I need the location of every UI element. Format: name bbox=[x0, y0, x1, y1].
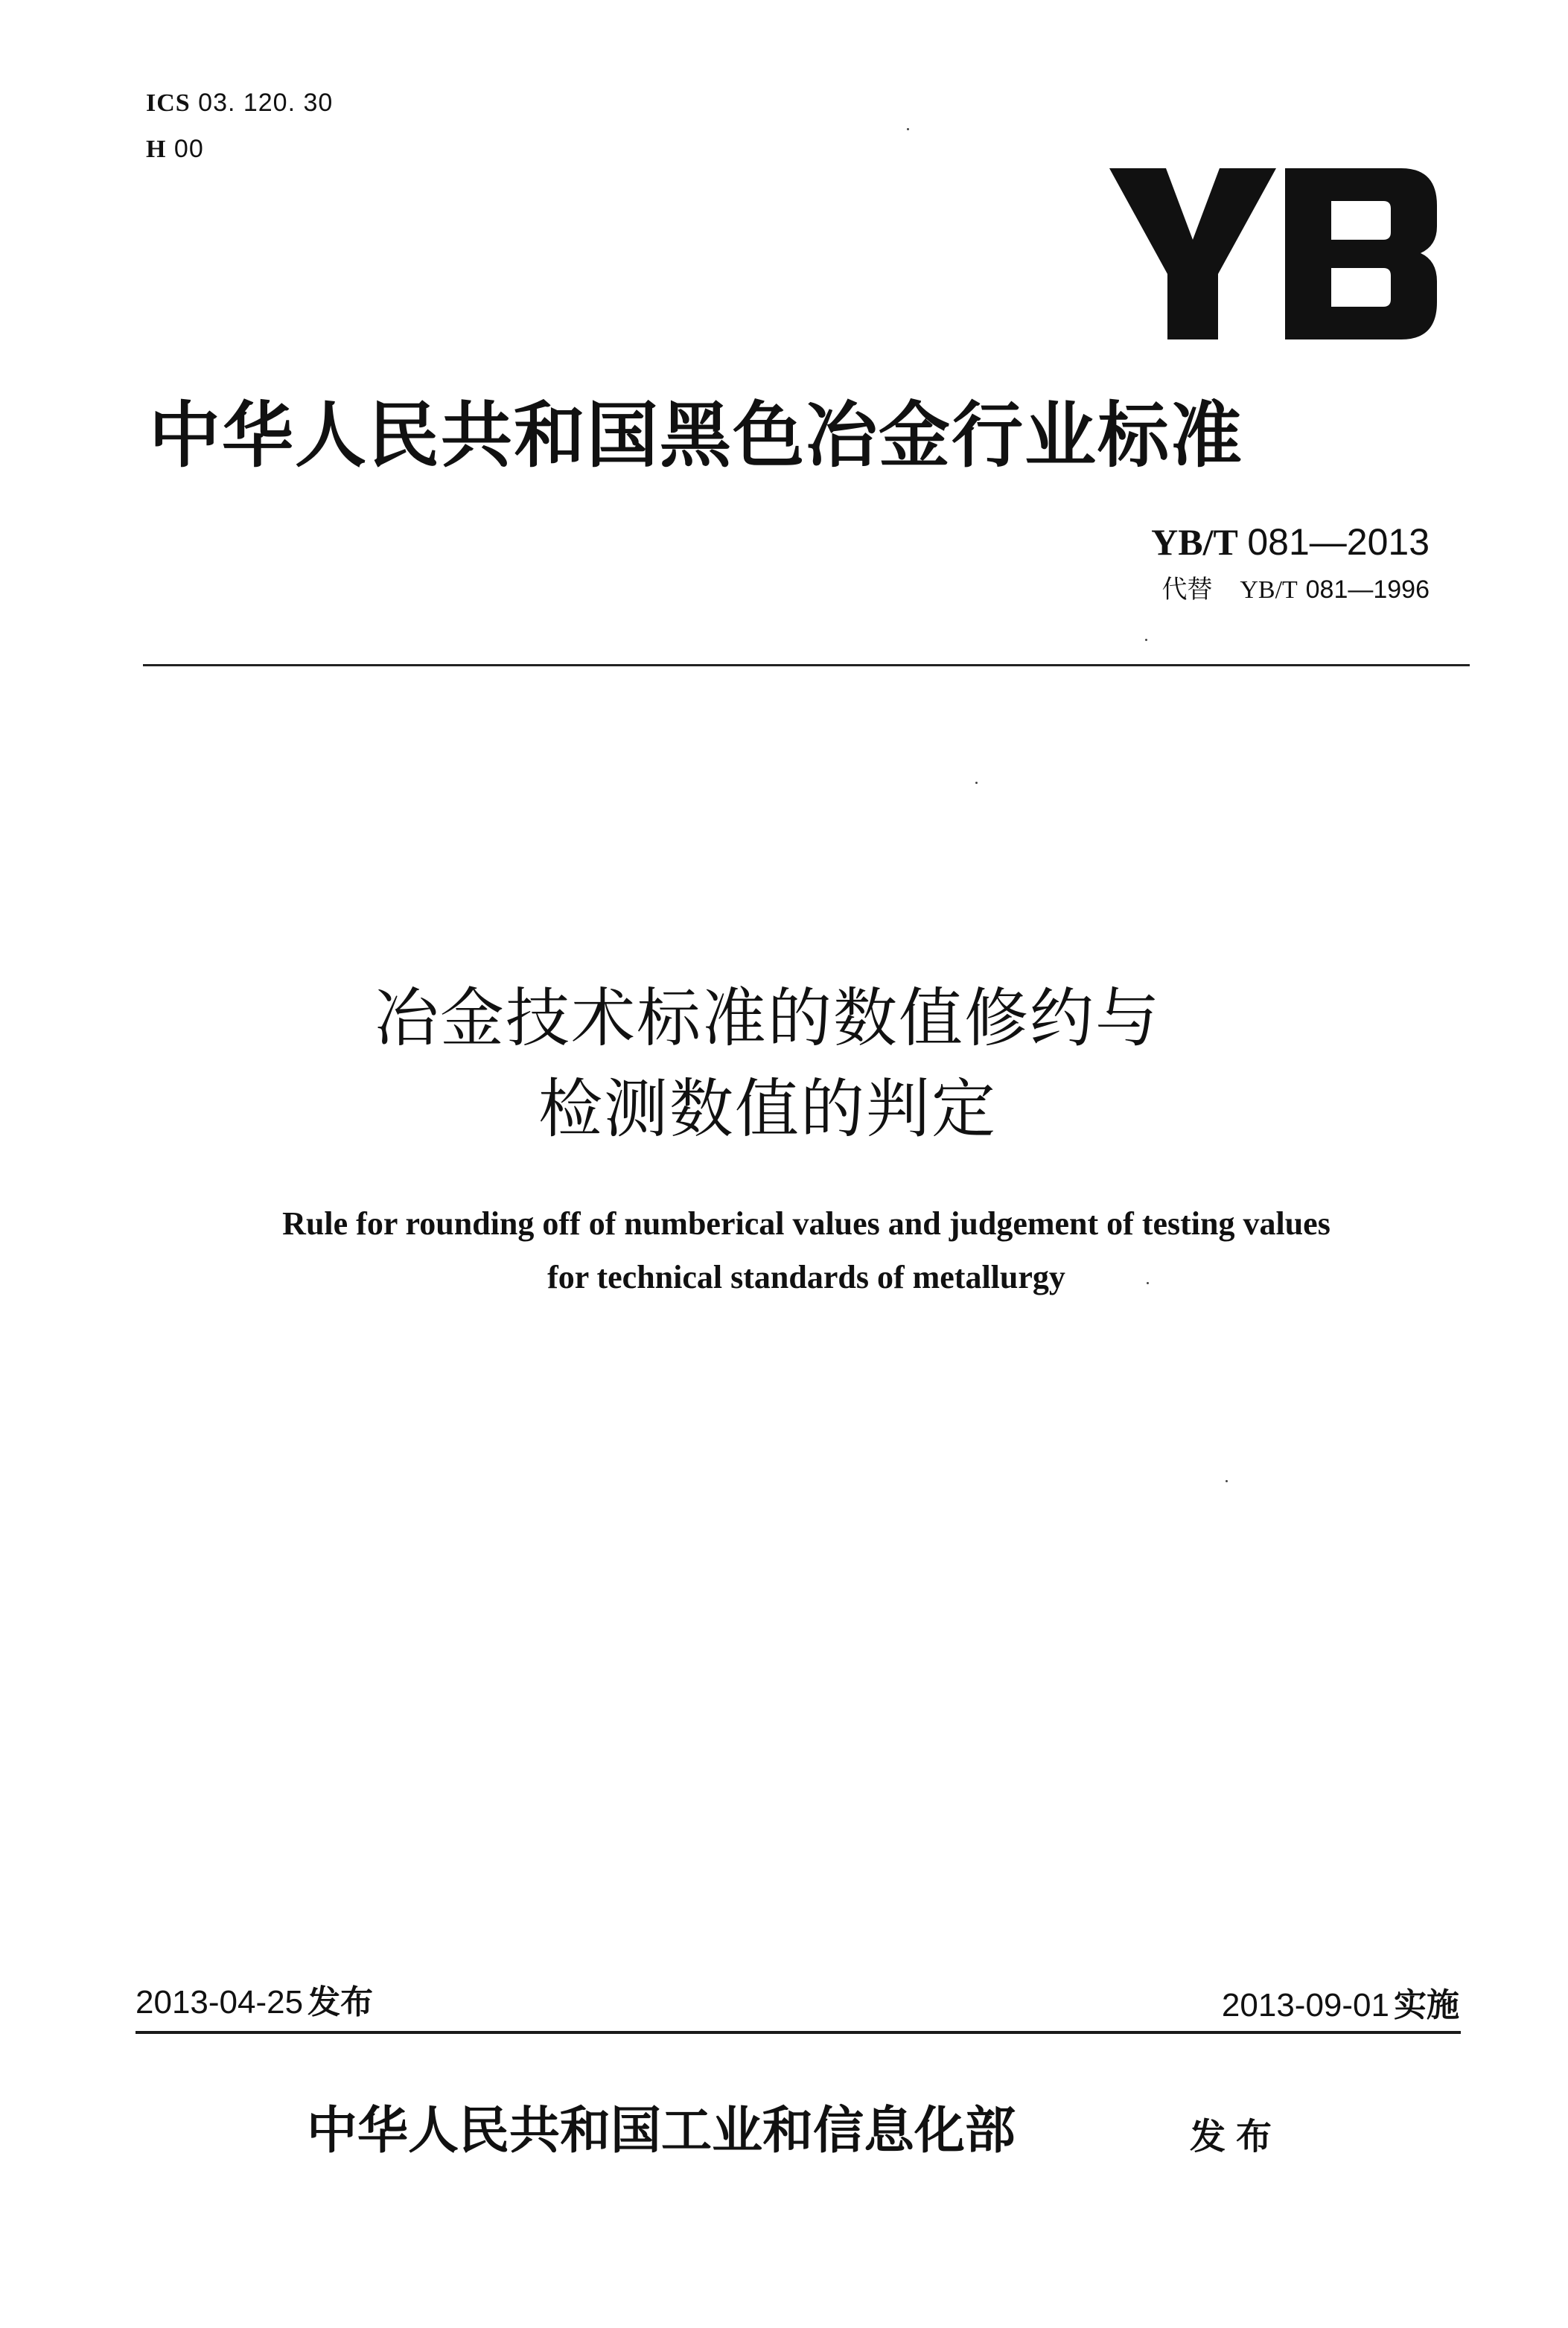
issue-date-label: 发布 bbox=[307, 1983, 374, 2021]
standard-number-prefix: YB/T bbox=[1151, 521, 1238, 563]
ics-code bbox=[146, 88, 333, 118]
implementation-date bbox=[1222, 1986, 1459, 2025]
yb-logo bbox=[1109, 168, 1437, 339]
replaces-code: YB/T bbox=[1240, 576, 1298, 604]
classification-letter: H bbox=[146, 135, 167, 163]
standard-number bbox=[1151, 521, 1430, 563]
publisher-name: 中华人民共和国工业和信息化部 bbox=[307, 2101, 1016, 2160]
replaces-standard bbox=[1162, 575, 1430, 605]
footer-divider bbox=[136, 2031, 1461, 2034]
replaces-digits: 081—1996 bbox=[1305, 575, 1430, 604]
classification-code bbox=[146, 134, 204, 165]
document-title-cn-line1: 冶金技术标准的数值修约与 bbox=[375, 981, 1161, 1056]
standard-number-digits: 081—2013 bbox=[1247, 521, 1430, 563]
scan-speck bbox=[1145, 639, 1147, 641]
scan-speck bbox=[975, 782, 978, 784]
scan-speck bbox=[1147, 1282, 1149, 1284]
document-title-en-line1: Rule for rounding off of numberical values and judgement of testing values bbox=[282, 1205, 1330, 1242]
header-divider bbox=[143, 664, 1470, 666]
document-title-cn-line2: 检测数值的判定 bbox=[538, 1072, 997, 1147]
scan-speck bbox=[907, 128, 909, 130]
document-title-en-line2: for technical standards of metallurgy bbox=[547, 1259, 1065, 1295]
issue-date bbox=[136, 1983, 373, 2022]
replaces-label: 代替 bbox=[1161, 575, 1213, 605]
industry-standard-title: 中华人民共和国黑色冶金行业标准 bbox=[149, 394, 1243, 477]
ics-number: 03. 120. 30 bbox=[198, 89, 334, 117]
classification-number: 00 bbox=[173, 135, 204, 163]
issue-date-value: 2013-04-25 bbox=[136, 1984, 304, 2021]
implementation-date-label: 实施 bbox=[1394, 1986, 1459, 2024]
ics-prefix: ICS bbox=[146, 89, 191, 117]
publish-label: 发布 bbox=[1190, 2116, 1283, 2158]
implementation-date-value: 2013-09-01 bbox=[1221, 1987, 1389, 2024]
scan-speck bbox=[1226, 1480, 1228, 1482]
